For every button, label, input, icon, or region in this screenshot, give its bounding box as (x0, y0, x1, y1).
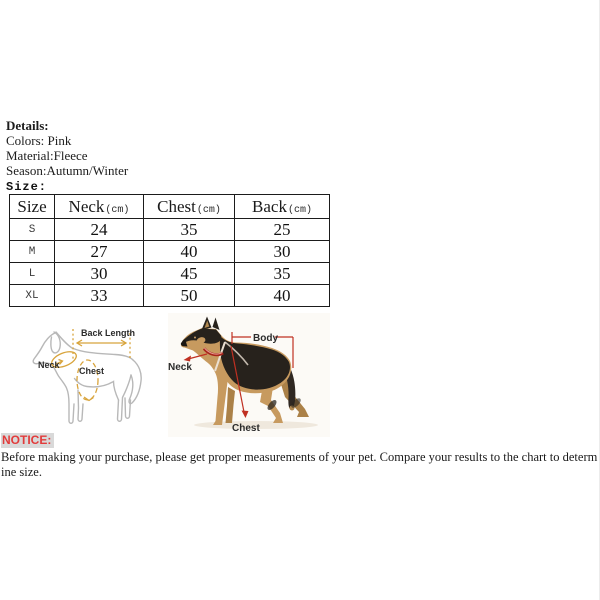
measurement-sketch-diagram (25, 316, 170, 434)
sketch-chest-label: Chest (79, 366, 105, 376)
col-header-neck: Neck(cm) (55, 195, 144, 219)
back-value-cell: 40 (235, 285, 330, 307)
size-label-cell: L (10, 263, 55, 285)
back-length-label: Back Length (81, 328, 136, 338)
detail-material: Material:Fleece (6, 148, 88, 163)
size-table-header-row (10, 195, 330, 219)
detail-season: Season:Autumn/Winter (6, 163, 129, 178)
photo-neck-label: Neck (168, 362, 192, 373)
chest-unit: (cm) (196, 204, 221, 216)
dog-outline-sketch (33, 332, 141, 423)
size-row-m (10, 241, 330, 263)
body-label: Body (253, 333, 278, 344)
chest-value-cell: 50 (144, 285, 235, 307)
back-unit: (cm) (287, 204, 312, 216)
size-label-cell: M (10, 241, 55, 263)
size-label-cell: S (10, 219, 55, 241)
sketch-measure-marks (50, 329, 130, 401)
col-header-back: Back(cm) (235, 195, 330, 219)
neck-unit: (cm) (105, 204, 130, 216)
measurement-photo-diagram (168, 313, 330, 437)
neck-value-cell: 33 (55, 285, 144, 307)
notice-text: Before making your purchase, please get proper measurements of your pet. Compare your results to the chart to determine size. (1, 450, 598, 479)
photo-chest-label: Chest (232, 423, 260, 434)
sketch-neck-label: Neck (38, 360, 60, 370)
chest-value-cell: 45 (144, 263, 235, 285)
size-row-l (10, 263, 330, 285)
col-header-size: Size (10, 195, 55, 219)
chest-value-cell: 40 (144, 241, 235, 263)
back-value-cell: 30 (235, 241, 330, 263)
details-section (6, 118, 128, 195)
neck-value-cell: 24 (55, 219, 144, 241)
col-header-chest: Chest(cm) (144, 195, 235, 219)
notice-heading: NOTICE: (1, 433, 54, 448)
back-value-cell: 25 (235, 219, 330, 241)
back-value-cell: 35 (235, 263, 330, 285)
chest-value-cell: 35 (144, 219, 235, 241)
size-chart-table (9, 194, 330, 307)
neck-value-cell: 27 (55, 241, 144, 263)
size-heading: Size: (6, 180, 48, 194)
size-row-s (10, 219, 330, 241)
size-row-xl (10, 285, 330, 307)
detail-colors: Colors: Pink (6, 133, 72, 148)
neck-value-cell: 30 (55, 263, 144, 285)
details-heading: Details: (6, 118, 49, 133)
size-label-cell: XL (10, 285, 55, 307)
